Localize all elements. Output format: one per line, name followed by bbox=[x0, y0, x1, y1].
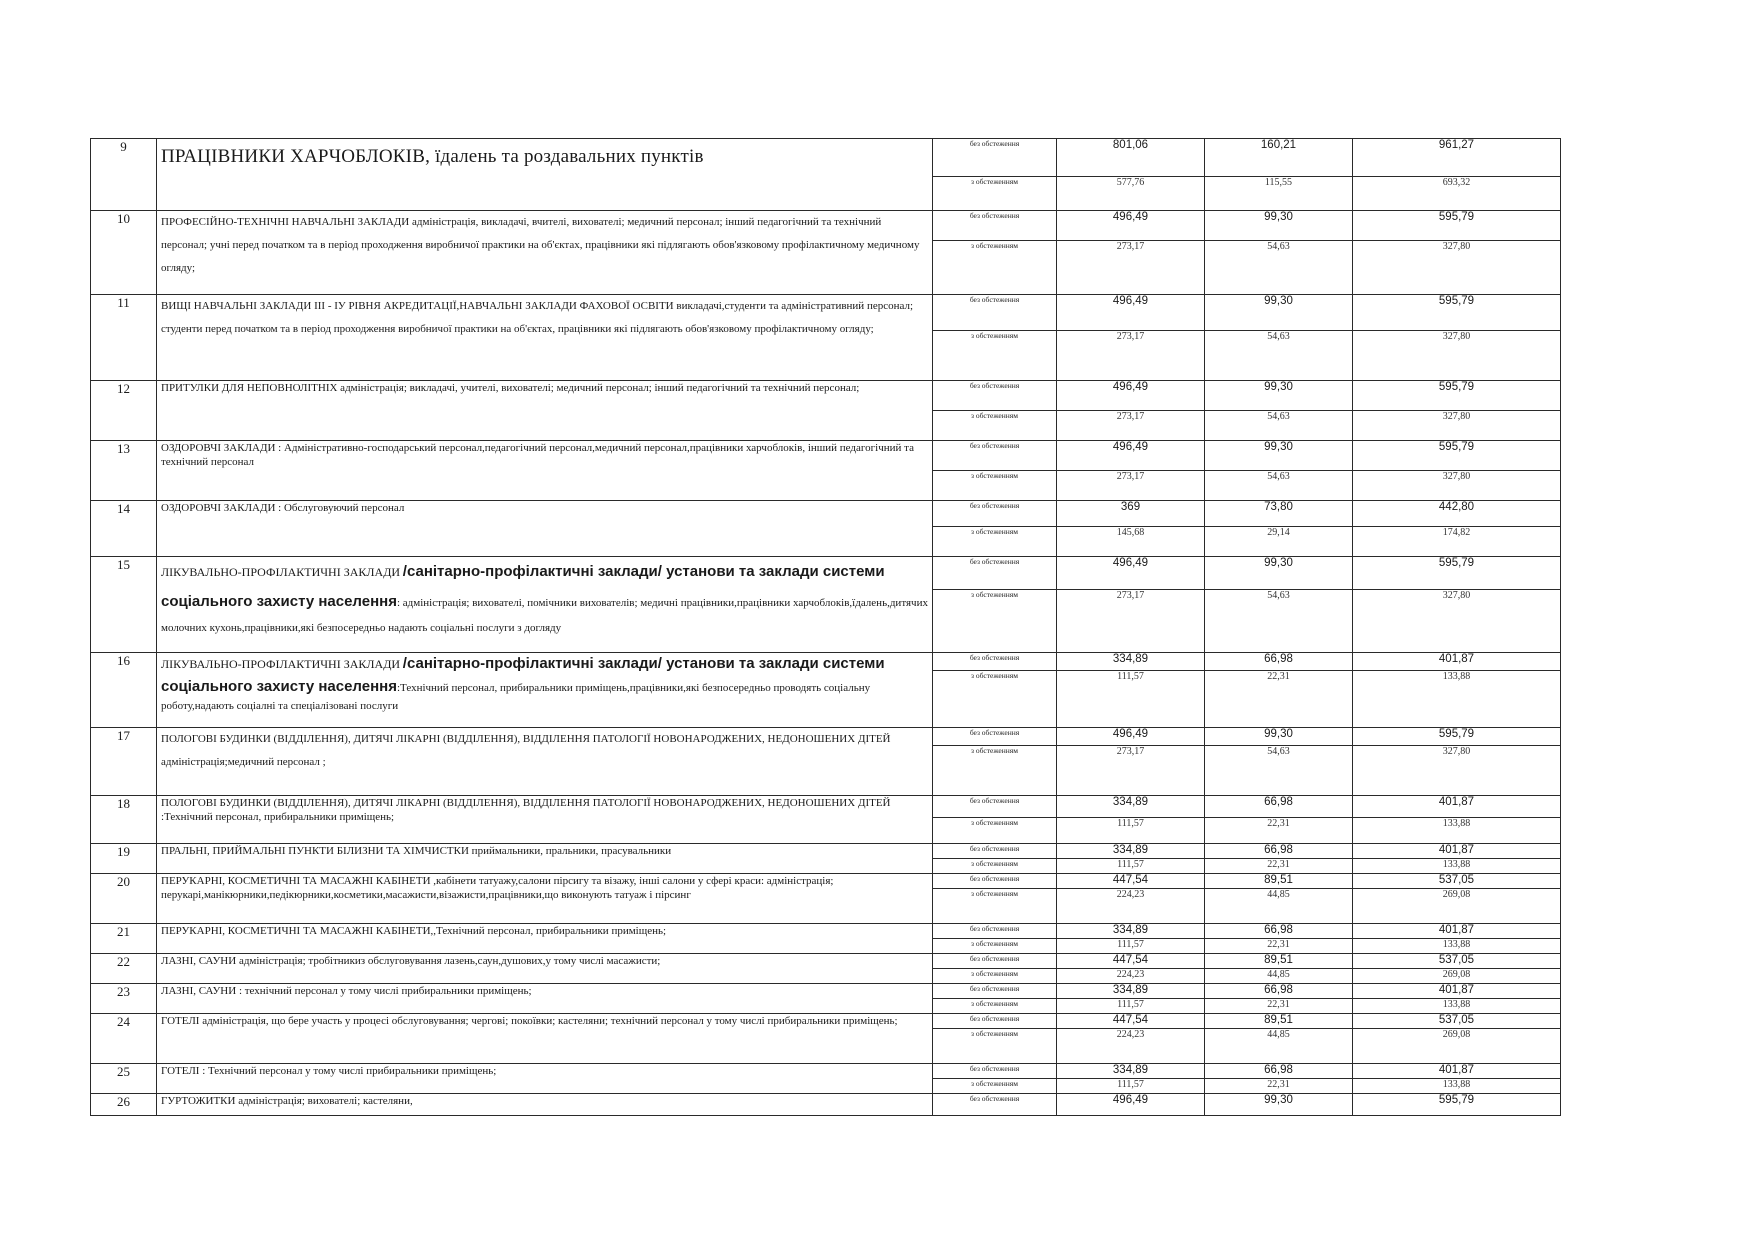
value-base: 273,17 bbox=[1057, 746, 1205, 796]
value-vat: 66,98 bbox=[1205, 796, 1353, 818]
value-vat: 73,80 bbox=[1205, 501, 1353, 527]
row-description bbox=[157, 211, 933, 295]
tariff-table bbox=[90, 138, 1561, 1116]
value-total: 269,08 bbox=[1353, 969, 1561, 984]
row-number: 26 bbox=[91, 1094, 157, 1116]
value-base: 273,17 bbox=[1057, 331, 1205, 381]
condition-label: без обстеження bbox=[933, 954, 1057, 969]
value-base: 334,89 bbox=[1057, 984, 1205, 999]
value-vat: 29,14 bbox=[1205, 527, 1353, 557]
value-base: 496,49 bbox=[1057, 211, 1205, 241]
row-description bbox=[157, 139, 933, 211]
value-base: 334,89 bbox=[1057, 653, 1205, 671]
value-base: 273,17 bbox=[1057, 590, 1205, 653]
row-description bbox=[157, 1064, 933, 1094]
value-vat: 22,31 bbox=[1205, 1079, 1353, 1094]
condition-label: без обстеження bbox=[933, 557, 1057, 590]
value-vat: 54,63 bbox=[1205, 590, 1353, 653]
value-total: 693,32 bbox=[1353, 177, 1561, 211]
value-vat: 54,63 bbox=[1205, 411, 1353, 441]
table-row bbox=[91, 381, 1561, 411]
condition-label: з обстеженням bbox=[933, 818, 1057, 844]
table-row bbox=[91, 796, 1561, 818]
table-row bbox=[91, 1064, 1561, 1079]
row-number: 23 bbox=[91, 984, 157, 1014]
row-description bbox=[157, 954, 933, 984]
condition-label: без обстеження bbox=[933, 501, 1057, 527]
value-total: 327,80 bbox=[1353, 241, 1561, 295]
row-number: 18 bbox=[91, 796, 157, 844]
value-total: 537,05 bbox=[1353, 874, 1561, 889]
row-number: 14 bbox=[91, 501, 157, 557]
value-vat: 66,98 bbox=[1205, 844, 1353, 859]
value-vat: 99,30 bbox=[1205, 557, 1353, 590]
row-description bbox=[157, 381, 933, 441]
value-base: 111,57 bbox=[1057, 859, 1205, 874]
value-total: 595,79 bbox=[1353, 295, 1561, 331]
row-description bbox=[157, 501, 933, 557]
condition-label: без обстеження bbox=[933, 139, 1057, 177]
row-description bbox=[157, 1094, 933, 1116]
row-description bbox=[157, 557, 933, 653]
value-base: 447,54 bbox=[1057, 954, 1205, 969]
value-total: 442,80 bbox=[1353, 501, 1561, 527]
value-base: 111,57 bbox=[1057, 671, 1205, 728]
value-base: 111,57 bbox=[1057, 999, 1205, 1014]
row-description bbox=[157, 796, 933, 844]
table-row bbox=[91, 501, 1561, 527]
table-row bbox=[91, 295, 1561, 331]
condition-label: без обстеження bbox=[933, 653, 1057, 671]
value-total: 133,88 bbox=[1353, 818, 1561, 844]
row-text: :Технічний персонал, прибиральники приміщень,працівники,які безпосередньо проводять соціальну роботу,надають соціалні та спеціалізовані послуги bbox=[161, 681, 871, 712]
condition-label: без обстеження bbox=[933, 211, 1057, 241]
condition-label: з обстеженням bbox=[933, 889, 1057, 924]
value-total: 327,80 bbox=[1353, 590, 1561, 653]
row-text: ПРИТУЛКИ ДЛЯ НЕПОВНОЛІТНІХ адміністрація; викладачі, учителі, вихователі; медичний персонал; інший педагогічний та технічний персонал; bbox=[161, 382, 860, 394]
value-total: 401,87 bbox=[1353, 984, 1561, 999]
row-number: 24 bbox=[91, 1014, 157, 1064]
value-base: 496,49 bbox=[1057, 295, 1205, 331]
value-base: 447,54 bbox=[1057, 874, 1205, 889]
value-base: 273,17 bbox=[1057, 411, 1205, 441]
condition-label: без обстеження bbox=[933, 728, 1057, 746]
row-description bbox=[157, 984, 933, 1014]
row-number: 19 bbox=[91, 844, 157, 874]
value-vat: 44,85 bbox=[1205, 969, 1353, 984]
value-base: 224,23 bbox=[1057, 889, 1205, 924]
row-description bbox=[157, 924, 933, 954]
row-text: ПОЛОГОВІ БУДИНКИ (ВІДДІЛЕННЯ), ДИТЯЧІ ЛІКАРНІ (ВІДДІЛЕННЯ), ВІДДІЛЕННЯ ПАТОЛОГІЇ НОВОНАРОДЖЕНИХ, НЕДОНОШЕНИХ ДІТЕЙ адміністрація;медичний персонал ; bbox=[161, 733, 891, 769]
value-total: 595,79 bbox=[1353, 557, 1561, 590]
row-number: 10 bbox=[91, 211, 157, 295]
value-total: 961,27 bbox=[1353, 139, 1561, 177]
value-vat: 115,55 bbox=[1205, 177, 1353, 211]
value-vat: 89,51 bbox=[1205, 954, 1353, 969]
row-number: 15 bbox=[91, 557, 157, 653]
value-vat: 66,98 bbox=[1205, 924, 1353, 939]
condition-label: з обстеженням bbox=[933, 859, 1057, 874]
condition-label: без обстеження bbox=[933, 844, 1057, 859]
condition-label: з обстеженням bbox=[933, 177, 1057, 211]
row-text: ПЕРУКАРНІ, КОСМЕТИЧНІ ТА МАСАЖНІ КАБІНЕТИ ,кабінети татуажу,салони пірсигу та візажу, інші салони у сфері краси: адміністрація; перукарі,манікюрники,педікюрники,косметики,масажисти,візажисти,працівники,що виконують татуаж і пірсинг bbox=[161, 875, 834, 902]
value-total: 595,79 bbox=[1353, 1094, 1561, 1116]
condition-label: з обстеженням bbox=[933, 1079, 1057, 1094]
value-vat: 44,85 bbox=[1205, 1029, 1353, 1064]
row-number: 22 bbox=[91, 954, 157, 984]
row-lead: ЛІКУВАЛЬНО-ПРОФІЛАКТИЧНІ ЗАКЛАДИ bbox=[161, 565, 401, 579]
value-vat: 89,51 bbox=[1205, 874, 1353, 889]
row-title: ПРАЦІВНИКИ ХАРЧОБЛОКІВ, їдалень та роздавальних пунктів bbox=[161, 146, 704, 167]
value-base: 447,54 bbox=[1057, 1014, 1205, 1029]
row-description bbox=[157, 1014, 933, 1064]
value-base: 273,17 bbox=[1057, 471, 1205, 501]
value-vat: 22,31 bbox=[1205, 859, 1353, 874]
value-total: 269,08 bbox=[1353, 889, 1561, 924]
value-total: 401,87 bbox=[1353, 796, 1561, 818]
value-base: 496,49 bbox=[1057, 1094, 1205, 1116]
value-base: 334,89 bbox=[1057, 924, 1205, 939]
row-text: ПЕРУКАРНІ, КОСМЕТИЧНІ ТА МАСАЖНІ КАБІНЕТИ,,Технічний персонал, прибиральники приміщень; bbox=[161, 925, 667, 937]
value-vat: 66,98 bbox=[1205, 1064, 1353, 1079]
value-total: 595,79 bbox=[1353, 381, 1561, 411]
value-total: 537,05 bbox=[1353, 954, 1561, 969]
condition-label: з обстеженням bbox=[933, 999, 1057, 1014]
value-vat: 66,98 bbox=[1205, 653, 1353, 671]
row-bold-text: /санітарно-профілактичні заклади/ установи та заклади системи соціального захисту населення bbox=[161, 655, 885, 695]
row-description bbox=[157, 844, 933, 874]
table-row bbox=[91, 954, 1561, 969]
table-row bbox=[91, 924, 1561, 939]
table-row bbox=[91, 728, 1561, 746]
condition-label: з обстеженням bbox=[933, 1029, 1057, 1064]
value-base: 111,57 bbox=[1057, 818, 1205, 844]
table-row bbox=[91, 653, 1561, 671]
value-vat: 66,98 bbox=[1205, 984, 1353, 999]
value-vat: 99,30 bbox=[1205, 295, 1353, 331]
row-number: 25 bbox=[91, 1064, 157, 1094]
row-description bbox=[157, 441, 933, 501]
value-total: 595,79 bbox=[1353, 441, 1561, 471]
value-vat: 44,85 bbox=[1205, 889, 1353, 924]
value-total: 327,80 bbox=[1353, 411, 1561, 441]
row-number: 17 bbox=[91, 728, 157, 796]
value-vat: 54,63 bbox=[1205, 746, 1353, 796]
table-row bbox=[91, 441, 1561, 471]
value-total: 401,87 bbox=[1353, 1064, 1561, 1079]
row-text: ГОТЕЛІ : Технічний персонал у тому числі прибиральники приміщень; bbox=[161, 1065, 497, 1077]
value-base: 801,06 bbox=[1057, 139, 1205, 177]
table-row bbox=[91, 557, 1561, 590]
value-vat: 54,63 bbox=[1205, 471, 1353, 501]
value-vat: 54,63 bbox=[1205, 241, 1353, 295]
value-vat: 160,21 bbox=[1205, 139, 1353, 177]
tariff-table-body bbox=[91, 139, 1561, 1116]
value-total: 595,79 bbox=[1353, 728, 1561, 746]
value-base: 577,76 bbox=[1057, 177, 1205, 211]
value-vat: 99,30 bbox=[1205, 211, 1353, 241]
table-row bbox=[91, 139, 1561, 177]
value-total: 327,80 bbox=[1353, 331, 1561, 381]
value-base: 334,89 bbox=[1057, 844, 1205, 859]
value-total: 133,88 bbox=[1353, 859, 1561, 874]
condition-label: без обстеження bbox=[933, 295, 1057, 331]
value-base: 111,57 bbox=[1057, 939, 1205, 954]
row-text: : адміністрація; вихователі, помічники вихователів; медичні працівники,працівники харчоблоків,їдалень,дитячих молочних кухонь,працівники,які безпосередньо надають соціальні послуги з догляду bbox=[161, 597, 928, 634]
condition-label: без обстеження bbox=[933, 1064, 1057, 1079]
value-base: 334,89 bbox=[1057, 796, 1205, 818]
row-description bbox=[157, 295, 933, 381]
value-total: 174,82 bbox=[1353, 527, 1561, 557]
condition-label: без обстеження bbox=[933, 1094, 1057, 1116]
row-description bbox=[157, 874, 933, 924]
value-base: 145,68 bbox=[1057, 527, 1205, 557]
row-text: ОЗДОРОВЧІ ЗАКЛАДИ : Адміністративно-господарський персонал,педагогічний персонал,медичний персонал,працівники харчоблоків, інший педагогічний та технічний персонал bbox=[161, 442, 914, 469]
value-base: 224,23 bbox=[1057, 969, 1205, 984]
table-row bbox=[91, 874, 1561, 889]
value-base: 334,89 bbox=[1057, 1064, 1205, 1079]
condition-label: з обстеженням bbox=[933, 411, 1057, 441]
row-number: 12 bbox=[91, 381, 157, 441]
value-vat: 99,30 bbox=[1205, 441, 1353, 471]
row-text: ПОЛОГОВІ БУДИНКИ (ВІДДІЛЕННЯ), ДИТЯЧІ ЛІКАРНІ (ВІДДІЛЕННЯ), ВІДДІЛЕННЯ ПАТОЛОГІЇ НОВОНАРОДЖЕНИХ, НЕДОНОШЕНИХ ДІТЕЙ :Технічний персонал, прибиральники приміщень; bbox=[161, 797, 891, 824]
value-total: 133,88 bbox=[1353, 999, 1561, 1014]
value-total: 401,87 bbox=[1353, 653, 1561, 671]
value-vat: 99,30 bbox=[1205, 1094, 1353, 1116]
value-total: 269,08 bbox=[1353, 1029, 1561, 1064]
value-vat: 89,51 bbox=[1205, 1014, 1353, 1029]
row-text: ПРАЛЬНІ, ПРИЙМАЛЬНІ ПУНКТИ БІЛИЗНИ ТА ХІМЧИСТКИ приймальники, пральники, прасувальники bbox=[161, 845, 672, 857]
value-total: 595,79 bbox=[1353, 211, 1561, 241]
condition-label: з обстеженням bbox=[933, 331, 1057, 381]
row-number: 21 bbox=[91, 924, 157, 954]
value-vat: 22,31 bbox=[1205, 818, 1353, 844]
value-total: 327,80 bbox=[1353, 746, 1561, 796]
value-total: 537,05 bbox=[1353, 1014, 1561, 1029]
table-row bbox=[91, 1094, 1561, 1116]
table-row bbox=[91, 984, 1561, 999]
value-total: 133,88 bbox=[1353, 671, 1561, 728]
value-base: 111,57 bbox=[1057, 1079, 1205, 1094]
condition-label: з обстеженням bbox=[933, 671, 1057, 728]
value-vat: 99,30 bbox=[1205, 728, 1353, 746]
condition-label: без обстеження bbox=[933, 441, 1057, 471]
condition-label: без обстеження bbox=[933, 796, 1057, 818]
table-row bbox=[91, 844, 1561, 859]
value-base: 224,23 bbox=[1057, 1029, 1205, 1064]
row-text: ОЗДОРОВЧІ ЗАКЛАДИ : Обслуговуючий персонал bbox=[161, 502, 405, 514]
row-number: 11 bbox=[91, 295, 157, 381]
table-row bbox=[91, 211, 1561, 241]
value-total: 401,87 bbox=[1353, 844, 1561, 859]
value-base: 273,17 bbox=[1057, 241, 1205, 295]
row-text: ВИЩІ НАВЧАЛЬНІ ЗАКЛАДИ ІІІ - ІУ РІВНЯ АКРЕДИТАЦІЇ,НАВЧАЛЬНІ ЗАКЛАДИ ФАХОВОЇ ОСВІТИ викладачі,студенти та адміністративний персонал; студенти перед початком та в період проходження виробничої практики на об'єктах, працівники які підлягають обов'язковому профілактичному огляду; bbox=[161, 300, 914, 336]
value-total: 327,80 bbox=[1353, 471, 1561, 501]
condition-label: без обстеження bbox=[933, 381, 1057, 411]
row-number: 20 bbox=[91, 874, 157, 924]
value-vat: 22,31 bbox=[1205, 671, 1353, 728]
condition-label: з обстеженням bbox=[933, 746, 1057, 796]
condition-label: без обстеження bbox=[933, 924, 1057, 939]
row-description bbox=[157, 653, 933, 728]
row-number: 13 bbox=[91, 441, 157, 501]
condition-label: з обстеженням bbox=[933, 939, 1057, 954]
row-bold-text: /санітарно-профілактичні заклади/ установи та заклади системи соціального захисту населення bbox=[161, 563, 885, 610]
condition-label: без обстеження bbox=[933, 984, 1057, 999]
row-text: ЛАЗНІ, САУНИ адміністрація; тробітникиз обслуговування лазень,саун,душових,у тому числі масажисти; bbox=[161, 955, 661, 967]
condition-label: з обстеженням bbox=[933, 241, 1057, 295]
condition-label: з обстеженням bbox=[933, 590, 1057, 653]
row-text: ЛАЗНІ, САУНИ : технічний персонал у тому числі прибиральники приміщень; bbox=[161, 985, 532, 997]
row-text: ГУРТОЖИТКИ адміністрація; вихователі; кастеляни, bbox=[161, 1095, 413, 1107]
value-total: 133,88 bbox=[1353, 939, 1561, 954]
row-text: ГОТЕЛІ адміністрація, що бере участь у процесі обслуговування; чергові; покоївки; кастеляни; технічний персонал у тому числі прибиральники приміщень; bbox=[161, 1015, 898, 1027]
row-number: 16 bbox=[91, 653, 157, 728]
condition-label: без обстеження bbox=[933, 874, 1057, 889]
condition-label: без обстеження bbox=[933, 1014, 1057, 1029]
condition-label: з обстеженням bbox=[933, 969, 1057, 984]
value-base: 496,49 bbox=[1057, 381, 1205, 411]
row-text: ПРОФЕСІЙНО-ТЕХНІЧНІ НАВЧАЛЬНІ ЗАКЛАДИ адміністрація, викладачі, вчителі, вихователі; медичний персонал; інший педагогічний та технічний персонал; учні перед початком та в період проходження виробничої практики на об'єктах, працівники які підлягають обов'язковому профілактичному медичному огляду; bbox=[161, 216, 920, 275]
value-vat: 99,30 bbox=[1205, 381, 1353, 411]
condition-label: з обстеженням bbox=[933, 527, 1057, 557]
value-total: 133,88 bbox=[1353, 1079, 1561, 1094]
value-base: 496,49 bbox=[1057, 728, 1205, 746]
value-total: 401,87 bbox=[1353, 924, 1561, 939]
row-description bbox=[157, 728, 933, 796]
condition-label: з обстеженням bbox=[933, 471, 1057, 501]
value-vat: 54,63 bbox=[1205, 331, 1353, 381]
value-base: 496,49 bbox=[1057, 441, 1205, 471]
row-number: 9 bbox=[91, 139, 157, 211]
value-vat: 22,31 bbox=[1205, 939, 1353, 954]
value-vat: 22,31 bbox=[1205, 999, 1353, 1014]
row-lead: ЛІКУВАЛЬНО-ПРОФІЛАКТИЧНІ ЗАКЛАДИ bbox=[161, 657, 401, 671]
value-base: 496,49 bbox=[1057, 557, 1205, 590]
value-base: 369 bbox=[1057, 501, 1205, 527]
table-row bbox=[91, 1014, 1561, 1029]
